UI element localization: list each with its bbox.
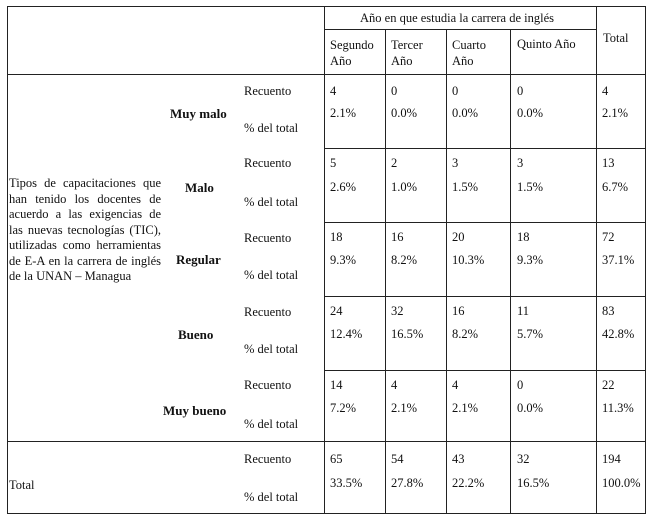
stat-label-count: Recuento [244, 231, 292, 245]
cell-count: 0 [391, 84, 398, 98]
cell-count: 5 [330, 156, 337, 170]
stat-label-count: Recuento [244, 452, 292, 466]
cell-pct: 9.3% [517, 253, 544, 267]
category-label: Regular [176, 252, 221, 267]
stat-label-pct: % del total [244, 121, 299, 135]
cell-count: 0 [452, 84, 459, 98]
cell-pct: 2.1% [452, 401, 479, 415]
cell-count: 16 [452, 304, 465, 318]
cell-pct: 33.5% [330, 476, 363, 490]
col-header-quinto: Quinto Año [517, 37, 576, 51]
table-border-right [645, 6, 646, 514]
cell-pct: 9.3% [330, 253, 357, 267]
cell-pct: 16.5% [517, 476, 550, 490]
cell-pct: 2.6% [330, 180, 357, 194]
cell-count: 14 [330, 378, 343, 392]
group-header-title: Año en que estudia la carrera de inglés [360, 11, 555, 25]
cell-pct-total: 100.0% [602, 476, 641, 490]
cell-pct: 1.5% [517, 180, 544, 194]
cell-count: 18 [330, 230, 343, 244]
cell-count: 32 [391, 304, 404, 318]
cell-count: 16 [391, 230, 404, 244]
cell-count: 32 [517, 452, 530, 466]
col-header-cuarto: Cuarto Año [452, 38, 487, 68]
stat-label-count: Recuento [244, 84, 292, 98]
cell-pct: 0.0% [517, 106, 544, 120]
cell-pct: 8.2% [391, 253, 418, 267]
category-label: Muy bueno [163, 403, 227, 418]
table-border-bottom [7, 513, 646, 514]
stat-label-count: Recuento [244, 378, 292, 392]
cell-pct: 2.1% [330, 106, 357, 120]
cell-pct: 1.0% [391, 180, 418, 194]
stat-label-pct: % del total [244, 342, 299, 356]
cell-count: 3 [517, 156, 524, 170]
cell-count: 11 [517, 304, 530, 318]
cell-count: 0 [517, 378, 524, 392]
cell-count: 3 [452, 156, 459, 170]
stat-label-pct: % del total [244, 490, 299, 504]
cell-count: 65 [330, 452, 343, 466]
cell-pct-total: 37.1% [602, 253, 635, 267]
cell-count: 4 [452, 378, 459, 392]
cell-pct: 2.1% [391, 401, 418, 415]
cell-pct: 0.0% [517, 401, 544, 415]
cell-count-total: 22 [602, 378, 615, 392]
cell-count-total: 194 [602, 452, 621, 466]
cell-pct-total: 42.8% [602, 327, 635, 341]
cell-pct: 22.2% [452, 476, 485, 490]
cell-pct: 16.5% [391, 327, 424, 341]
cell-pct: 12.4% [330, 327, 363, 341]
table-border-left [7, 6, 8, 514]
cell-count-total: 13 [602, 156, 615, 170]
cell-pct: 10.3% [452, 253, 485, 267]
row-line-2 [324, 222, 646, 223]
total-row-line [7, 441, 646, 442]
table-border-top [7, 6, 646, 7]
cell-count-total: 4 [602, 84, 609, 98]
cell-pct: 5.7% [517, 327, 544, 341]
category-label: Bueno [178, 327, 214, 342]
col-header-tercer: Tercer Año [391, 38, 423, 68]
category-label: Muy malo [170, 106, 227, 121]
cell-count: 54 [391, 452, 404, 466]
stat-label-pct: % del total [244, 417, 299, 431]
stat-label-count: Recuento [244, 156, 292, 170]
cell-count: 0 [517, 84, 524, 98]
col-header-total: Total [603, 31, 629, 45]
col-header-segundo: Segundo Año [330, 38, 374, 68]
cell-pct: 8.2% [452, 327, 479, 341]
cell-count: 20 [452, 230, 465, 244]
total-row-label: Total [9, 478, 35, 492]
cell-count: 4 [330, 84, 337, 98]
cell-pct-total: 11.3% [602, 401, 634, 415]
cell-count: 4 [391, 378, 398, 392]
total-col-line [596, 6, 597, 514]
cell-count-total: 72 [602, 230, 615, 244]
stat-label-pct: % del total [244, 195, 299, 209]
group-header-line [324, 29, 596, 30]
cell-count: 24 [330, 304, 343, 318]
header-bottom-line [7, 74, 646, 75]
cell-pct: 1.5% [452, 180, 479, 194]
category-label: Malo [185, 180, 214, 195]
row-line-3 [324, 296, 646, 297]
stat-label-pct: % del total [244, 268, 299, 282]
row-variable-label: Tipos de capacitaciones que han tenido los docentes de acuerdo a las exigencias de las nuevas tecnologías (TIC), utilizadas como herramientas de E-A en la carrera de inglés de la UNAN – Managua [9, 176, 161, 283]
cell-count: 18 [517, 230, 530, 244]
data-left-line [324, 6, 325, 514]
cell-pct-total: 6.7% [602, 180, 629, 194]
cell-pct: 27.8% [391, 476, 424, 490]
cell-pct: 0.0% [391, 106, 418, 120]
cell-pct-total: 2.1% [602, 106, 629, 120]
cell-pct: 7.2% [330, 401, 357, 415]
stat-label-count: Recuento [244, 305, 292, 319]
row-line-4 [324, 370, 646, 371]
cell-count: 2 [391, 156, 398, 170]
row-line-1 [324, 148, 646, 149]
cell-count-total: 83 [602, 304, 615, 318]
cell-pct: 0.0% [452, 106, 479, 120]
cell-count: 43 [452, 452, 465, 466]
